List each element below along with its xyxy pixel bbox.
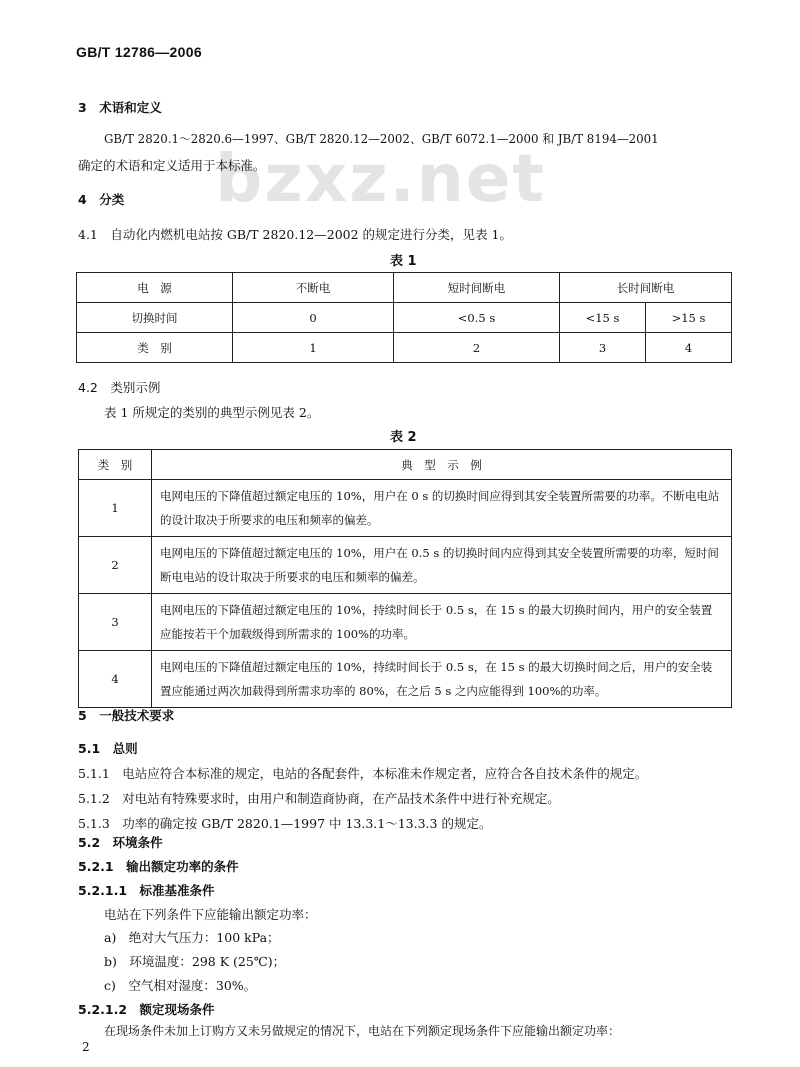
section-5-1-2-text: 5.1.2 对电站有特殊要求时，由用户和制造商协商，在产品技术条件中进行补充规定。 [78,791,560,806]
page-number: 2 [82,1040,90,1054]
table-cell: 电网电压的下降值超过额定电压的 10%，用户在 0.5 s 的切换时间内应得到其安全装置所需要的功率，短时间断电电站的设计取决于所要求的电压和频率的偏差。 [152,537,732,594]
table-cell: >15 s [646,303,732,333]
table-cell: 类 别 [77,333,233,363]
table-cell: <0.5 s [394,303,560,333]
section-5-1-3-text: 5.1.3 功率的确定按 GB/T 2820.1—1997 中 13.3.1～13.3.3 的规定。 [78,816,492,831]
table-cell: 电网电压的下降值超过额定电压的 10%，持续时间长于 0.5 s，在 15 s 的最大切换时间内，用户的安全装置应能按若干个加载级得到所需求的 100%的功率。 [152,594,732,651]
table-header-cell: 电 源 [77,273,233,303]
section-4-2-heading: 4.2 类别示例 [78,380,161,395]
table-cell: 电网电压的下降值超过额定电压的 10%，用户在 0 s 的切换时间应得到其安全装置所需要的功率。不断电电站的设计取决于所要求的电压和频率的偏差。 [152,480,732,537]
standard-number-header: GB/T 12786—2006 [76,44,202,60]
section-5-2-1-2-heading: 5.2.1.2 额定现场条件 [78,1002,215,1017]
table-cell: 1 [233,333,394,363]
table-1-caption: 表 1 [390,254,417,269]
table-2-caption: 表 2 [390,430,417,445]
table-row [79,651,732,708]
table-row [77,303,732,333]
section-5-heading: 5 一般技术要求 [78,708,175,723]
section-4-heading: 4 分类 [78,192,125,207]
section-3-text-line2: 确定的术语和定义适用于本标准。 [78,158,266,173]
table-row [77,333,732,363]
table-cell: 3 [560,333,646,363]
section-5-2-1-heading: 5.2.1 输出额定功率的条件 [78,859,239,874]
list-item: a) 绝对大气压力：100 kPa； [104,930,280,945]
table-row [79,537,732,594]
section-5-2-1-2-text: 在现场条件未加上订购方又未另做规定的情况下，电站在下列额定现场条件下应能输出额定功率： [104,1024,621,1038]
section-3-text-line1: GB/T 2820.1～2820.6—1997、GB/T 2820.12—2002、GB/T 6072.1—2000 和 JB/T 8194—2001 [104,132,659,146]
table-row [79,450,732,480]
table-2 [78,449,732,708]
table-header-cell: 类 别 [79,450,152,480]
section-5-2-heading: 5.2 环境条件 [78,835,163,850]
table-1 [76,272,732,363]
section-5-1-1-text: 5.1.1 电站应符合本标准的规定，电站的各配套件，本标准未作规定者，应符合各自技术条件的规定。 [78,766,648,781]
table-cell: 4 [79,651,152,708]
table-row [79,594,732,651]
table-cell: 4 [646,333,732,363]
section-3-heading: 3 术语和定义 [78,100,162,115]
section-5-2-1-1-text: 电站在下列条件下应能输出额定功率： [104,907,317,922]
list-item: c) 空气相对湿度：30%。 [104,978,257,993]
table-cell: 2 [79,537,152,594]
table-cell: 3 [79,594,152,651]
section-4-2-text: 表 1 所规定的类别的典型示例见表 2。 [104,405,320,420]
table-header-cell: 长时间断电 [560,273,732,303]
table-cell: 2 [394,333,560,363]
table-cell: 1 [79,480,152,537]
section-5-1-heading: 5.1 总则 [78,741,138,756]
watermark: bzxz.net [215,140,547,217]
table-cell: 0 [233,303,394,333]
list-item: b) 环境温度：298 K (25℃)； [104,954,286,969]
table-cell: 电网电压的下降值超过额定电压的 10%，持续时间长于 0.5 s，在 15 s 的最大切换时间之后，用户的安全装置应能通过两次加载得到所需求功率的 80%，在之后 5 s 之内应能得到 100%的功率。 [152,651,732,708]
table-cell: 切换时间 [77,303,233,333]
section-4-1-text: 4.1 自动化内燃机电站按 GB/T 2820.12—2002 的规定进行分类，见表 1。 [78,227,512,242]
table-header-cell: 典 型 示 例 [152,450,732,480]
section-5-2-1-1-heading: 5.2.1.1 标准基准条件 [78,883,215,898]
table-row [77,273,732,303]
table-row [79,480,732,537]
table-header-cell: 短时间断电 [394,273,560,303]
table-cell: <15 s [560,303,646,333]
table-header-cell: 不断电 [233,273,394,303]
